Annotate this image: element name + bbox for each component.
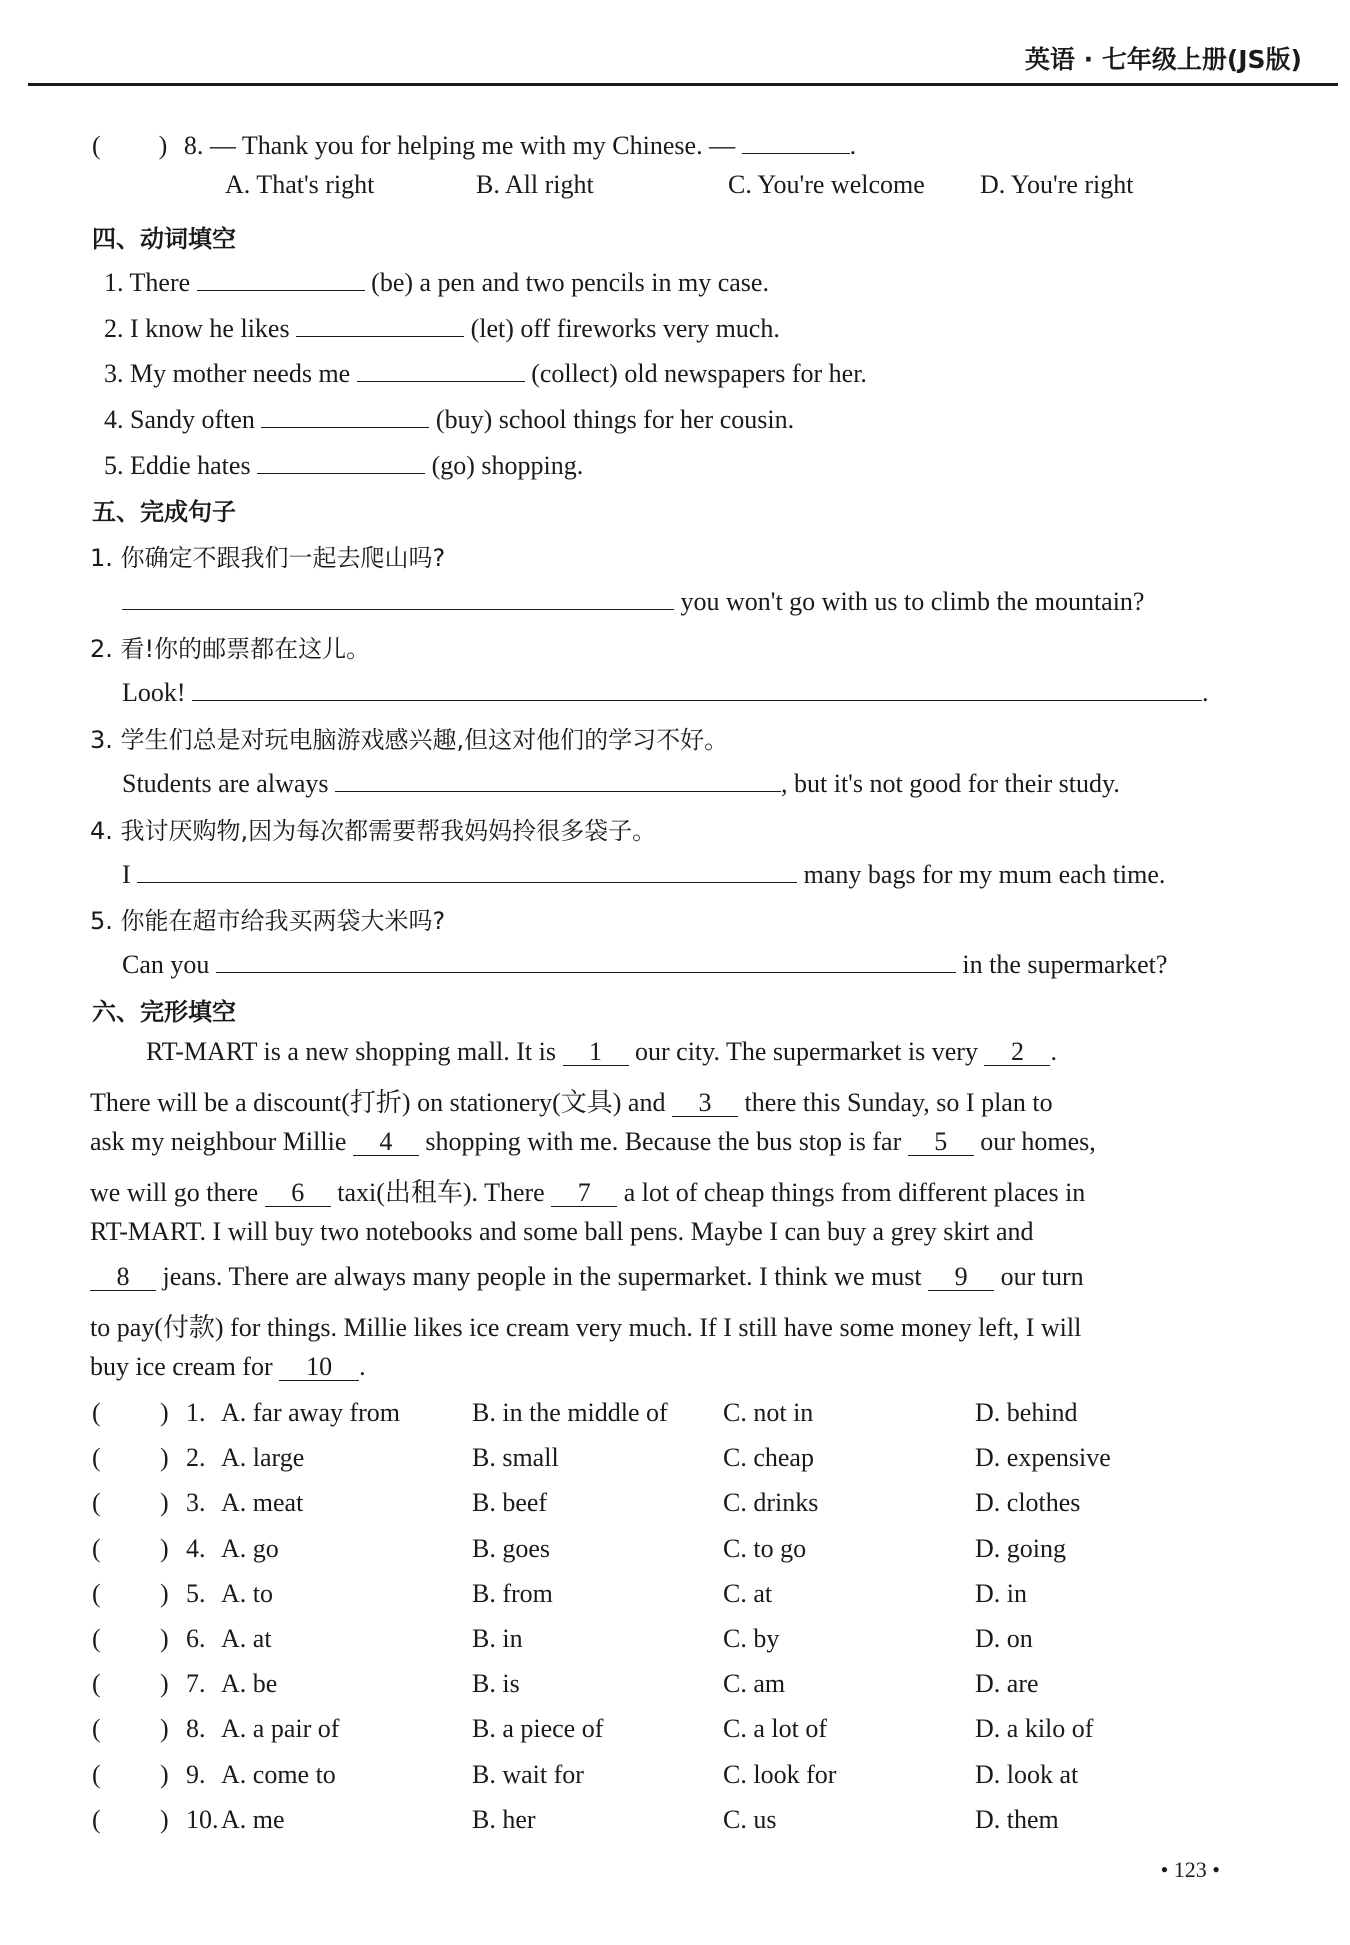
s5-item-3-en [122, 765, 1120, 799]
passage-text: ask my neighbour Millie [90, 1127, 347, 1156]
s4-item-3-blank[interactable] [357, 355, 525, 382]
section4-title: 四、动词填空 [92, 225, 236, 253]
answer-paren-close: ) [160, 1533, 169, 1563]
cloze-option-c: C. look for [723, 1759, 837, 1789]
cloze-option-c: C. drinks [723, 1488, 819, 1518]
cloze-option-d: D. expensive [975, 1443, 1111, 1473]
answer-paren-close: ) [158, 131, 168, 160]
cloze-option-d: D. are [975, 1669, 1039, 1699]
page-header-title: 英语 · 七年级上册(JS版) [1024, 45, 1302, 74]
cloze-option-a: A. at [221, 1624, 272, 1653]
cloze-option-a: A. far away from [221, 1398, 401, 1427]
cloze-question-number: 8. [186, 1714, 206, 1744]
passage-blank-2[interactable]: 2 [984, 1039, 1050, 1066]
passage-text: jeans. There are always many people in the supermarket. I think we must [162, 1262, 922, 1291]
passage-blank-7[interactable]: 7 [551, 1180, 617, 1207]
s5-item-4-cn: 4. 我讨厌购物,因为每次都需要帮我妈妈拎很多袋子。 [90, 817, 657, 845]
cloze-option-a: A. to [221, 1578, 273, 1608]
s4-item-4-post: (buy) school things for her cousin. [435, 405, 795, 434]
answer-paren-open: ( [92, 1398, 101, 1427]
cloze-question-number: 9. [186, 1759, 206, 1789]
passage-text: our city. The supermarket is very [635, 1037, 978, 1066]
answer-space[interactable] [104, 1669, 162, 1697]
answer-space[interactable] [104, 1398, 162, 1426]
s5-item-2-cn: 2. 看!你的邮票都在这儿。 [90, 635, 371, 663]
s5-item-3-pre: Students are always [122, 769, 329, 798]
passage-line-1 [90, 1037, 1242, 1067]
cloze-question-number: 3. [186, 1488, 206, 1518]
cloze-option-b: B. in [472, 1624, 523, 1653]
answer-paren-close: ) [160, 1759, 169, 1789]
s4-item-3-pre: 3. My mother needs me [104, 359, 351, 388]
passage-line-7 [90, 1307, 1242, 1344]
passage-text: our turn [1000, 1262, 1084, 1291]
s5-item-4-post: many bags for my mum each time. [803, 860, 1166, 889]
s5-item-3-post: , but it's not good for their study. [781, 769, 1120, 798]
q8-end: . [849, 131, 857, 160]
cloze-option-b: B. from [472, 1578, 553, 1608]
answer-paren-close: ) [160, 1624, 169, 1653]
answer-paren-open: ( [92, 131, 101, 160]
s5-item-5-en [122, 946, 1167, 980]
s4-item-1-pre: 1. There [104, 268, 191, 297]
s4-item-2-pre: 2. I know he likes [104, 314, 290, 343]
section6-title: 六、完形填空 [92, 998, 236, 1026]
s4-item-4-blank[interactable] [261, 401, 429, 428]
cloze-option-b: B. her [472, 1804, 536, 1834]
passage-blank-6[interactable]: 6 [265, 1180, 331, 1207]
cloze-option-b: B. is [472, 1669, 520, 1699]
q8-option-a: A. That's right [225, 170, 375, 199]
answer-space[interactable] [104, 1760, 162, 1788]
passage-text: we will go there [90, 1178, 259, 1207]
s5-item-4-blank[interactable] [137, 856, 797, 883]
answer-paren-close: ) [160, 1488, 169, 1518]
cloze-option-a: A. go [221, 1533, 279, 1563]
passage-line-2 [90, 1082, 1242, 1119]
answer-paren-close: ) [160, 1804, 169, 1834]
s5-item-3-blank[interactable] [335, 765, 781, 792]
cloze-question-number: 6. [186, 1624, 206, 1653]
q8-answer-blank[interactable] [742, 127, 850, 154]
answer-space[interactable] [104, 1579, 162, 1607]
cloze-option-d: D. them [975, 1804, 1059, 1834]
s4-item-4-pre: 4. Sandy often [104, 405, 255, 434]
cloze-option-c: C. cheap [723, 1443, 814, 1473]
s5-item-4-en [122, 856, 1165, 890]
passage-text: There will be a discount(打折) on stationery(文具) and [90, 1088, 666, 1117]
s5-item-5-pre: Can you [122, 950, 210, 979]
passage-text: to pay(付款) for things. Millie likes ice cream very much. If I still have some money left, I will [90, 1313, 1082, 1342]
cloze-option-a: A. meat [221, 1488, 304, 1518]
answer-paren-open: ( [92, 1804, 101, 1834]
header-rule [28, 83, 1338, 86]
cloze-option-b: B. goes [472, 1533, 550, 1563]
s4-item-3 [104, 355, 867, 389]
passage-line-3 [90, 1127, 1242, 1157]
answer-paren-open: ( [92, 1533, 101, 1563]
cloze-option-d: D. clothes [975, 1488, 1081, 1518]
cloze-option-a: A. come to [221, 1759, 336, 1789]
passage-text: shopping with me. Because the bus stop is far [425, 1127, 902, 1156]
answer-space[interactable] [104, 1805, 162, 1833]
answer-paren-open: ( [92, 1714, 101, 1744]
passage-text: buy ice cream for [90, 1352, 273, 1381]
passage-blank-3[interactable]: 3 [672, 1090, 738, 1117]
cloze-option-b: B. wait for [472, 1759, 584, 1789]
cloze-option-d: D. behind [975, 1398, 1078, 1427]
passage-line-5 [90, 1217, 1242, 1247]
answer-paren-close: ) [160, 1578, 169, 1608]
answer-paren-open: ( [92, 1488, 101, 1518]
q8-option-b: B. All right [476, 170, 594, 199]
answer-paren-open: ( [92, 1443, 101, 1473]
cloze-question-number: 7. [186, 1669, 206, 1699]
cloze-option-b: B. in the middle of [472, 1398, 668, 1427]
cloze-option-b: B. beef [472, 1488, 548, 1518]
passage-blank-5[interactable]: 5 [908, 1129, 974, 1156]
answer-space[interactable] [104, 1488, 162, 1516]
s4-item-2-post: (let) off fireworks very much. [470, 314, 780, 343]
s5-item-1-cn: 1. 你确定不跟我们一起去爬山吗? [90, 544, 446, 572]
passage-text: . [1050, 1037, 1057, 1066]
s4-item-2-blank[interactable] [296, 310, 464, 337]
cloze-option-d: D. going [975, 1533, 1066, 1563]
q8-row [92, 127, 856, 161]
cloze-option-a: A. a pair of [221, 1714, 340, 1744]
cloze-option-c: C. am [723, 1669, 786, 1699]
s5-item-4-pre: I [122, 860, 131, 889]
cloze-option-c: C. by [723, 1624, 780, 1653]
s4-item-5-post: (go) shopping. [431, 451, 584, 480]
passage-blank-4[interactable]: 4 [353, 1129, 419, 1156]
s5-item-5-post: in the supermarket? [962, 950, 1168, 979]
cloze-option-c: C. to go [723, 1533, 807, 1563]
s5-item-1-en [122, 583, 1144, 617]
s5-item-5-cn: 5. 你能在超市给我买两袋大米吗? [90, 907, 446, 935]
cloze-option-d: D. a kilo of [975, 1714, 1094, 1744]
s4-item-1-blank[interactable] [197, 264, 365, 291]
answer-paren-open: ( [92, 1624, 101, 1653]
cloze-option-d: D. on [975, 1624, 1033, 1653]
passage-line-4 [90, 1172, 1242, 1209]
s5-item-3-cn: 3. 学生们总是对玩电脑游戏感兴趣,但这对他们的学习不好。 [90, 726, 729, 754]
cloze-question-number: 5. [186, 1578, 206, 1608]
passage-blank-8[interactable]: 8 [90, 1264, 156, 1291]
answer-paren-close: ) [160, 1443, 169, 1473]
s4-item-5 [104, 447, 583, 481]
page-number: • 123 • [1160, 1857, 1220, 1882]
passage-text: RT-MART is a new shopping mall. It is [146, 1037, 556, 1066]
s4-item-1-post: (be) a pen and two pencils in my case. [371, 268, 769, 297]
answer-space[interactable] [104, 1624, 162, 1652]
cloze-option-c: C. us [723, 1804, 777, 1834]
answer-paren-open: ( [92, 1759, 101, 1789]
s5-item-1-post: you won't go with us to climb the mountain? [680, 587, 1145, 616]
answer-space[interactable] [104, 1534, 162, 1562]
q8-stem: — Thank you for helping me with my Chinese. — [209, 131, 736, 160]
cloze-option-c: C. not in [723, 1398, 814, 1427]
q8-number: 8. [183, 131, 204, 160]
passage-text: a lot of cheap things from different places in [623, 1178, 1086, 1207]
s5-item-2-blank[interactable] [192, 674, 1202, 701]
cloze-option-d: D. in [975, 1578, 1027, 1608]
answer-paren-close: ) [160, 1669, 169, 1699]
passage-text: our homes, [980, 1127, 1096, 1156]
answer-paren-open: ( [92, 1578, 101, 1608]
cloze-question-number: 2. [186, 1443, 206, 1473]
answer-space[interactable] [104, 1443, 162, 1471]
q8-option-c: C. You're welcome [728, 170, 925, 199]
s4-item-5-blank[interactable] [257, 447, 425, 474]
s5-item-1-blank[interactable] [122, 583, 674, 610]
passage-blank-1[interactable]: 1 [563, 1039, 629, 1066]
q8-option-d: D. You're right [980, 170, 1134, 199]
s4-item-2 [104, 310, 780, 344]
cloze-question-number: 4. [186, 1533, 206, 1563]
cloze-option-a: A. be [221, 1669, 278, 1699]
section5-title: 五、完成句子 [92, 498, 236, 526]
s5-item-2-pre: Look! [122, 678, 186, 707]
cloze-option-c: C. a lot of [723, 1714, 827, 1744]
s4-item-3-post: (collect) old newspapers for her. [531, 359, 867, 388]
answer-space[interactable] [104, 1714, 162, 1742]
cloze-option-a: A. large [221, 1443, 305, 1473]
cloze-option-a: A. me [221, 1804, 285, 1834]
cloze-option-c: C. at [723, 1578, 773, 1608]
cloze-option-d: D. look at [975, 1759, 1079, 1789]
s5-item-2-post: . [1202, 678, 1209, 707]
cloze-option-b: B. a piece of [472, 1714, 604, 1744]
passage-blank-9[interactable]: 9 [928, 1264, 994, 1291]
passage-line-6 [90, 1262, 1242, 1292]
s4-item-1 [104, 264, 769, 298]
cloze-question-number: 1. [186, 1398, 206, 1427]
s4-item-4 [104, 401, 794, 435]
cloze-option-b: B. small [472, 1443, 559, 1473]
s5-item-2-en [122, 674, 1209, 708]
passage-text: RT-MART. I will buy two notebooks and some ball pens. Maybe I can buy a grey skirt and [90, 1217, 1034, 1246]
passage-text: there this Sunday, so I plan to [744, 1088, 1053, 1117]
answer-paren-close: ) [160, 1398, 169, 1427]
s4-item-5-pre: 5. Eddie hates [104, 451, 251, 480]
passage-text: taxi(出租车). There [337, 1178, 545, 1207]
cloze-question-number: 10. [186, 1804, 219, 1834]
passage-blank-10[interactable]: 10 [279, 1354, 359, 1381]
s5-item-5-blank[interactable] [216, 946, 956, 973]
passage-text: . [359, 1352, 366, 1381]
answer-paren-open: ( [92, 1669, 101, 1699]
answer-paren-close: ) [160, 1714, 169, 1744]
passage-line-8 [90, 1352, 1242, 1382]
